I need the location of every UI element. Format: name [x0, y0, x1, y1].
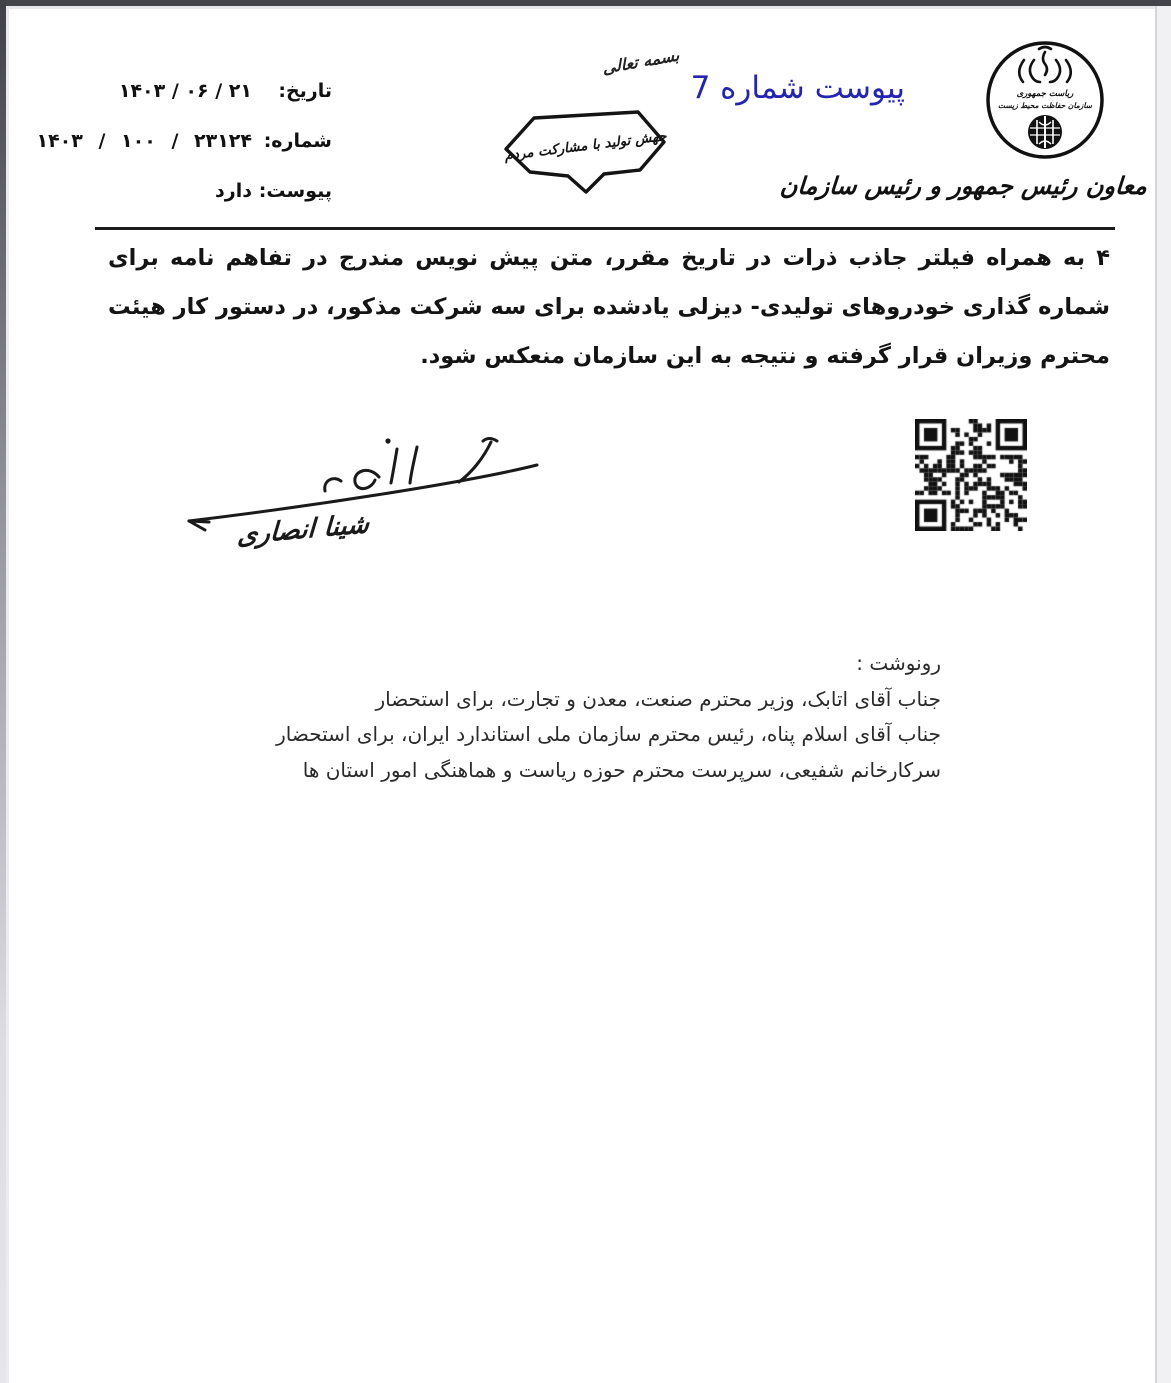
meta-row-number — [36, 116, 332, 166]
cc-block — [276, 646, 941, 788]
number-value: ۲۳۱۲۴ / ۱۰۰ / ۱۴۰۳ — [36, 130, 252, 152]
letter-meta — [36, 66, 332, 216]
scan-edge-top-light — [0, 6, 1171, 9]
environment-emblem-icon — [1028, 115, 1062, 149]
seal-text-line2: سازمان حفاظت محیط زیست — [998, 101, 1092, 110]
attachment-value: دارد — [215, 180, 252, 202]
slogan-stamp-icon — [500, 102, 670, 197]
letter-body: ۴ به همراه فیلتر جاذب ذرات در تاریخ مقرر، متن پیش نویس مندرج در تفاهم نامه برای شماره گذاری خودروهای تولیدی- دیزلی یادشده برای سه شرکت مذکور، در دستور کار هیئت محترم وزیران قرار گرفته و نتیجه به این سازمان منعکس شود. — [108, 245, 1110, 369]
qr-code — [915, 419, 1027, 531]
attachment-label: پیوست: — [258, 180, 332, 202]
seal-text-line1: ریاست جمهوری — [1016, 89, 1074, 99]
scan-edge-right-area — [1157, 6, 1171, 1383]
signature-name: شینا انصاری — [236, 509, 370, 551]
header-divider — [95, 227, 1115, 230]
date-value: ۲۱ / ۰۶ / ۱۴۰۳ — [118, 80, 252, 102]
date-label: تاریخ: — [278, 80, 332, 102]
meta-row-attachment — [52, 166, 332, 216]
attachment-number-title: پیوست شماره 7 — [690, 70, 905, 106]
national-emblem-icon — [1019, 47, 1071, 82]
meta-row-date — [52, 66, 332, 116]
cc-title: رونوشت : — [856, 651, 941, 675]
slogan-stamp-text: جهش تولید با مشارکت مردم — [503, 128, 668, 164]
besmele-text: بسمه تعالی — [602, 45, 680, 78]
scan-edge-left-light — [6, 6, 9, 1383]
number-label: شماره: — [263, 130, 332, 152]
cc-item: جناب آقای اتابک، وزیر محترم صنعت، معدن و تجارت، برای استحضار — [375, 686, 941, 711]
seal-caption: معاون رئیس جمهور و رئیس سازمان — [778, 172, 1148, 200]
organization-seal-icon — [984, 36, 1106, 168]
cc-item: سرکارخانم شفیعی، سرپرست محترم حوزه ریاست و هماهنگی امور استان ها — [302, 757, 941, 782]
cc-item: جناب آقای اسلام پناه، رئیس محترم سازمان ملی استاندارد ایران، برای استحضار — [276, 722, 941, 746]
